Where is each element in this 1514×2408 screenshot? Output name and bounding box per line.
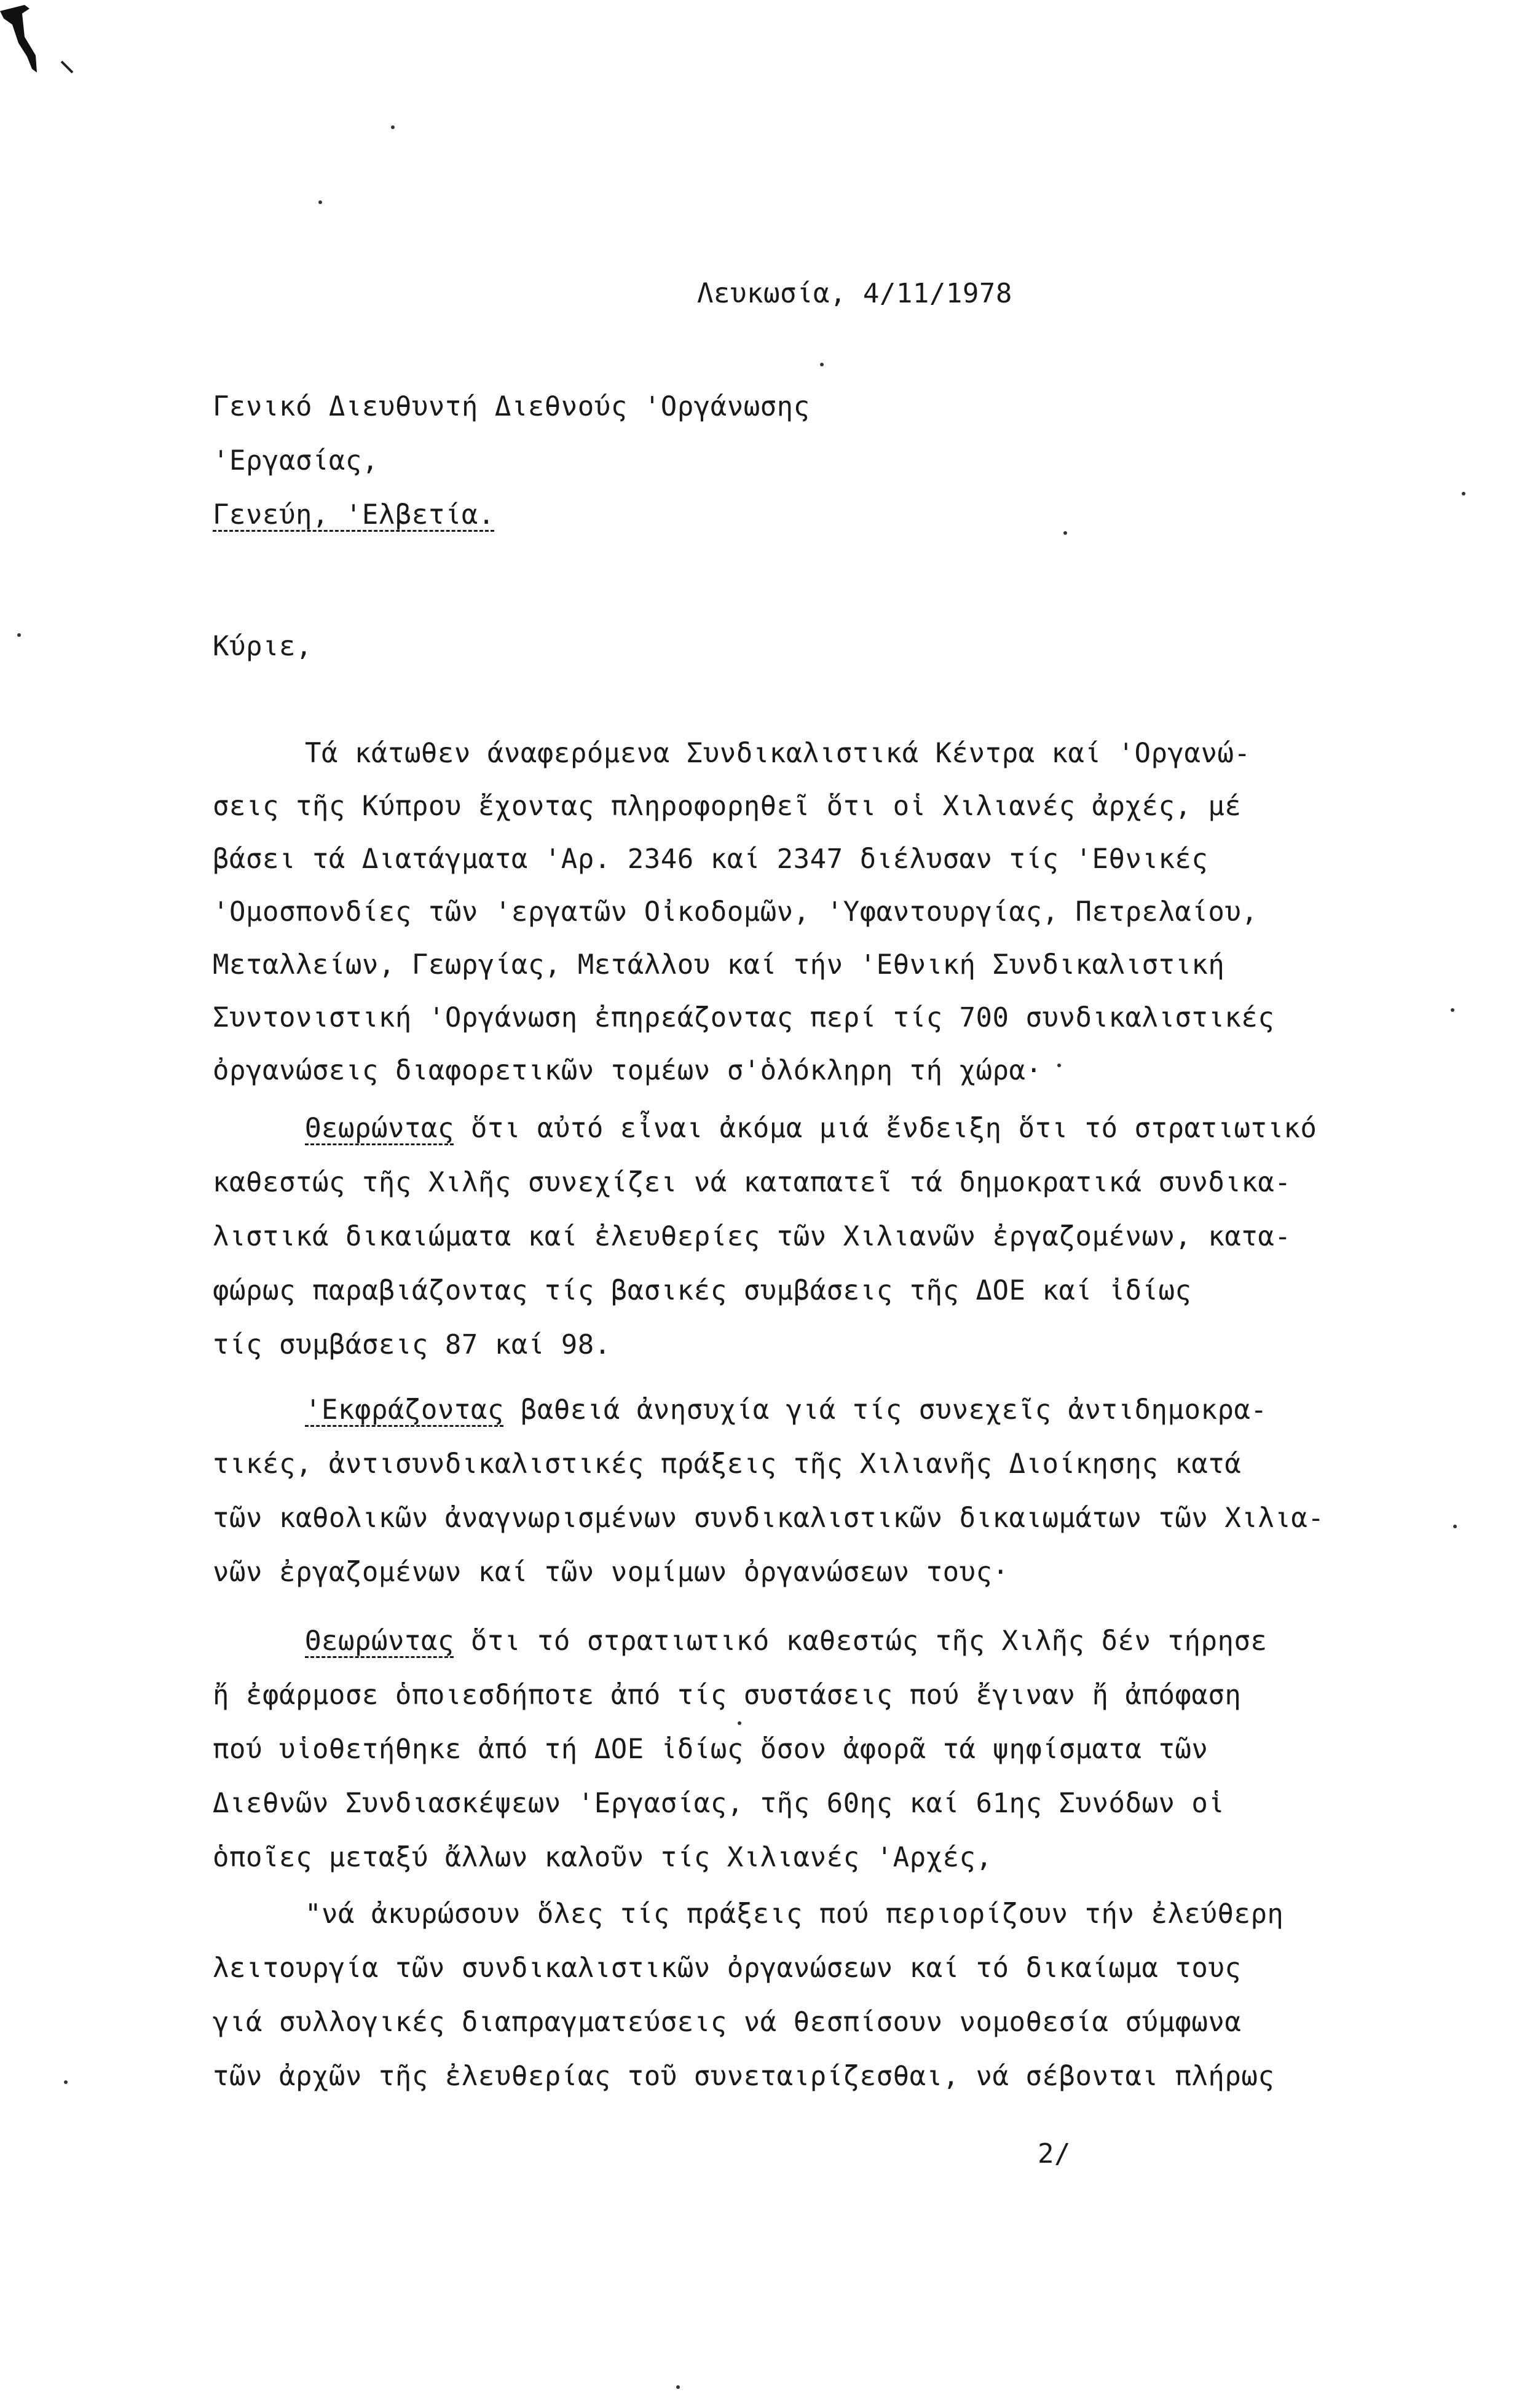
- staple-mark-icon: [0, 0, 86, 80]
- p5-line-2: λειτουργία τῶν συνδικαλιστικῶν ὀργανώσεων καί τό δικαίωμα τους: [213, 1952, 1242, 1984]
- p1-line-5: Μεταλλείων, Γεωργίας, Μετάλλου καί τήν 'Εθνική Συνδικαλιστική: [213, 949, 1225, 981]
- scan-speck: [1063, 531, 1067, 535]
- p2-first-rest: ὅτι αὐτό εἶναι ἀκόμα μιά ἔνδειξη ὅτι τό στρατιωτικό: [454, 1113, 1317, 1144]
- p1-line-6: Συντονιστική 'Οργάνωση ἐπηρεάζοντας περί τίς 700 συνδικαλιστικές: [213, 1002, 1275, 1033]
- place-date: Λευκωσία, 4/11/1978: [697, 278, 1012, 309]
- p1-line-1: Τά κάτωθεν άναφερόμενα Συνδικαλιστικά Κέντρα καί 'Οργανώ-: [305, 738, 1251, 769]
- p3-line-3: τῶν καθολικῶν ἀναγνωρισμένων συνδικαλιστικῶν δικαιωμάτων τῶν Χιλια-: [213, 1502, 1325, 1534]
- scan-speck: [738, 1721, 741, 1725]
- p5-line-3: γιά συλλογικές διαπραγματεύσεις νά θεσπίσουν νομοθεσία σύμφωνα: [213, 2007, 1242, 2038]
- scan-speck: [820, 363, 824, 366]
- p3-first-rest: βαθειά ἀνησυχία γιά τίς συνεχεῖς ἀντιδημοκρα-: [503, 1394, 1268, 1426]
- p1-line-3: βάσει τά Διατάγματα 'Αρ. 2346 καί 2347 διέλυσαν τίς 'Εθνικές: [213, 843, 1208, 875]
- scan-speck: [64, 2080, 68, 2084]
- scan-speck: [391, 125, 395, 129]
- scan-speck: [676, 2385, 680, 2389]
- scan-speck: [1462, 492, 1465, 495]
- addressee-line-1: Γενικό Διευθυντή Διεθνούς 'Οργάνωσης: [213, 391, 810, 422]
- p2-line-5: τίς συμβάσεις 87 καί 98.: [213, 1329, 611, 1360]
- salutation: Κύριε,: [213, 631, 312, 662]
- p3-line-4: νῶν ἐργαζομένων καί τῶν νομίμων ὀργανώσεων τους·: [213, 1557, 1009, 1588]
- p4-line-3: πού υἱοθετήθηκε ἀπό τή ΔΟΕ ἰδίως ὅσον ἀφορᾶ τά ψηφίσματα τῶν: [213, 1734, 1208, 1765]
- p1-line-7: ὀργανώσεις διαφορετικῶν τομέων σ'ὁλόκληρη τή χώρα·: [213, 1055, 1043, 1086]
- p4-first-rest: ὅτι τό στρατιωτικό καθεστώς τῆς Χιλῆς δέν τήρησε: [454, 1625, 1268, 1657]
- p2-line-2: καθεστώς τῆς Χιλῆς συνεχίζει νά καταπατεῖ τά δημοκρατικά συνδικα-: [213, 1167, 1291, 1198]
- scan-speck: [1057, 1064, 1061, 1067]
- p5-line-1: "νά ἀκυρώσουν ὅλες τίς πράξεις πού περιορίζουν τήν ἐλεύθερη: [305, 1898, 1284, 1930]
- p4-lead-word: Θεωρώντας: [305, 1625, 454, 1657]
- addressee-line-3: Γενεύη, 'Ελβετία.: [213, 499, 495, 531]
- p4-line-4: Διεθνῶν Συνδιασκέψεων 'Εργασίας, τῆς 60ης καί 61ης Συνόδων οἱ: [213, 1788, 1225, 1819]
- p4-line-5: ὁποῖες μεταξύ ἄλλων καλοῦν τίς Χιλιανές 'Αρχές,: [213, 1842, 993, 1873]
- p2-line-4: φώρως παραβιάζοντας τίς βασικές συμβάσεις τῆς ΔΟΕ καί ἰδίως: [213, 1275, 1192, 1306]
- p3-lead-word: 'Εκφράζοντας: [305, 1394, 504, 1426]
- scan-speck: [318, 200, 322, 204]
- p3-line-2: τικές, ἀντισυνδικαλιστικές πράξεις τῆς Χιλιανῆς Διοίκησης κατά: [213, 1448, 1242, 1480]
- p2-lead-word: Θεωρώντας: [305, 1113, 454, 1144]
- p2-line-1: [305, 1110, 1317, 1147]
- p5-line-4: τῶν ἀρχῶν τῆς ἐλευθερίας τοῦ συνεταιρίζεσθαι, νά σέβονται πλήρως: [213, 2061, 1275, 2092]
- scan-speck: [17, 633, 21, 637]
- page-marker: 2/: [1038, 2138, 1071, 2169]
- p1-line-2: σεις τῆς Κύπρου ἔχοντας πληροφορηθεῖ ὅτι οἱ Χιλιανές ἀρχές, μέ: [213, 791, 1242, 822]
- scan-speck: [1451, 1008, 1454, 1012]
- scan-speck: [1453, 1525, 1457, 1528]
- p3-line-1: [305, 1392, 1267, 1429]
- p4-line-2: ἤ ἐφάρμοσε ὁποιεσδήποτε ἀπό τίς συστάσεις πού ἔγιναν ἤ ἀπόφαση: [213, 1680, 1242, 1711]
- p1-line-4: 'Ομοσπονδίες τῶν 'εργατῶν Οἰκοδομῶν, 'Υφαντουργίας, Πετρελαίου,: [213, 896, 1258, 928]
- p2-line-3: λιστικά δικαιώματα καί ἐλευθερίες τῶν Χιλιανῶν ἐργαζομένων, κατα-: [213, 1221, 1291, 1252]
- addressee-line-2: 'Εργασίας,: [213, 445, 379, 476]
- p4-line-1: [305, 1623, 1267, 1660]
